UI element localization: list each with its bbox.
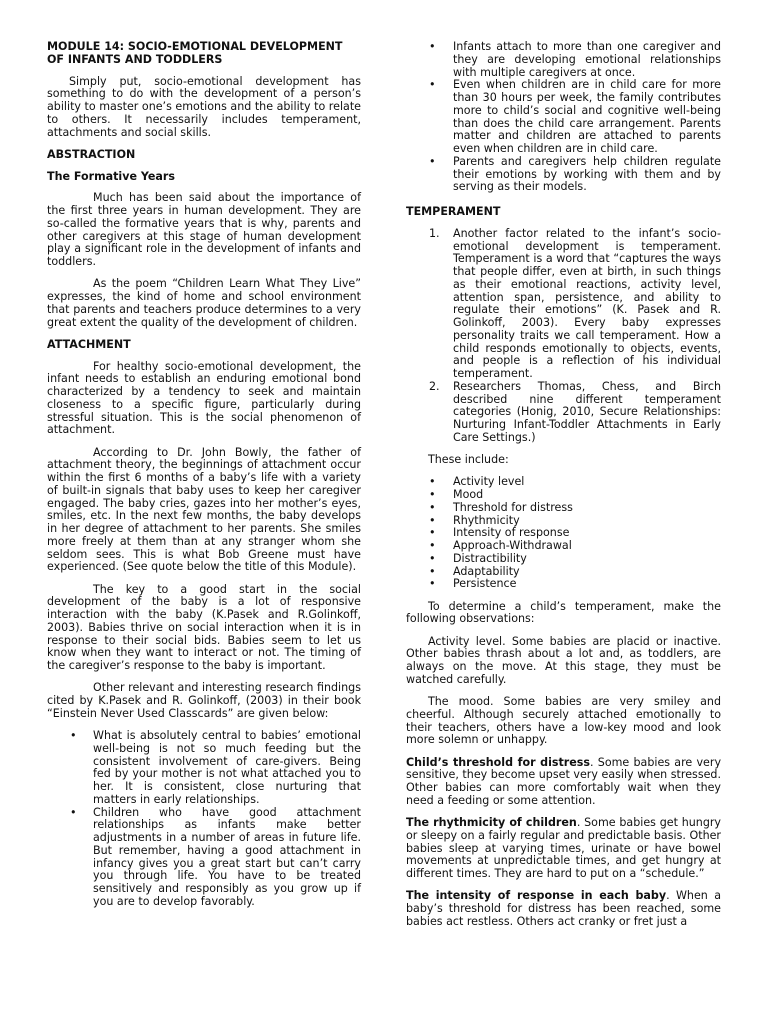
- attachment-heading: ATTACHMENT: [47, 337, 131, 351]
- intensity-lead: The intensity of response in each baby: [406, 889, 667, 903]
- module-title: MODULE 14: SOCIO-EMOTIONAL DEVELOPMENT OF INFANTS AND TODDLERS: [47, 40, 343, 66]
- numbered-text: Another factor related to the infant’s socio-emotional development is temperament. Temperament is a word that “captures the ways that people differ, even at birth, in such things as their emotional reactions, activity level, attention span, persistence, and ability to regulate their emotions” (K. Pasek and R. Golinkoff, 2003). Every baby expresses personality traits we call temperament. How a child responds emotionally to objects, events, and people is a reflection of his individual temperament.: [453, 226, 721, 380]
- list-item: [406, 156, 721, 194]
- finding-text: Infants attach to more than one caregiver and they are developing emotional relationships with multiple caregivers at once.: [453, 40, 721, 79]
- trait-text: Intensity of response: [453, 526, 570, 540]
- finding-text: What is absolutely central to babies’ emotional well-being is not so much feeding but the consistent involvement of care-givers. Being fed by your mother is not what attached you to her. It is consistent, close nurturing that matters in early relationships.: [93, 729, 361, 806]
- threshold-text: . Some babies are very sensitive, they become upset very easily when stressed. Other babies can more comfortably wait when they need a feeding or some attention.: [406, 755, 722, 807]
- bullet-icon: •: [429, 539, 436, 552]
- finding-text: Parents and caregivers help children regulate their emotions by working with them and by serving as their models.: [453, 154, 721, 194]
- trait-text: Rhythmicity: [453, 513, 520, 527]
- rhythmicity-text: . Some babies get hungry or sleepy on a fairly regular and predictable basis. Other babies sleep at varying times, urinate or have bowel movements at unpredictable times, and get hungry at different times. They are hard to put on a “schedule.”: [406, 816, 721, 880]
- intensity-text: . When a baby’s threshold for distress has been reached, some babies act restless. Others act cranky or fret just a: [406, 889, 721, 928]
- temperament-traits-list: [406, 476, 721, 591]
- bullet-icon: •: [429, 78, 436, 92]
- finding-text: Even when children are in child care for more than 30 hours per week, the family contributes more to child’s social and cognitive well-being than does the child care arrangement. Parents matter and children are attached to parents even when children are in child care.: [453, 78, 721, 155]
- bullet-icon: •: [429, 154, 436, 168]
- formative-years-subheading: The Formative Years: [47, 169, 175, 183]
- list-item: [406, 228, 721, 381]
- list-item: [406, 381, 721, 445]
- bullet-icon: •: [429, 500, 436, 514]
- trait-text: Threshold for distress: [453, 500, 573, 514]
- intensity-paragraph: [406, 890, 721, 928]
- attachment-paragraph: Other relevant and interesting research findings cited by K.Pasek and R. Golinkoff, (2003) in their book “Einstein Never Used Classcards” are given below:: [47, 681, 361, 720]
- threshold-lead: Child’s threshold for distress: [406, 755, 590, 769]
- list-number: 1.: [429, 226, 440, 240]
- trait-text: Mood: [453, 488, 484, 501]
- abstraction-heading: ABSTRACTION: [47, 147, 136, 161]
- bullet-icon: •: [70, 729, 77, 742]
- rhythmicity-paragraph: [406, 817, 721, 881]
- bullet-icon: •: [429, 577, 436, 591]
- attachment-paragraph: According to Dr. John Bowly, the father of attachment theory, the beginnings of attachment occur within the first 6 months of a baby’s life with a variety of built-in signals that baby uses to keep her caregiver engaged. The baby cries, gazes into her mother’s eyes, smiles, etc. In the next few months, the baby develops in her degree of attachment to her parents. She smiles more freely at them than at any stranger whom she seldom sees. This is what Bob Greene must have experienced. (See quote below the title of this Module).: [47, 445, 361, 574]
- list-item: [406, 41, 721, 79]
- threshold-paragraph: [406, 757, 721, 808]
- activity-level-paragraph: Activity level. Some babies are placid or inactive. Other babies thrash about a lot and, as toddlers, are always on the move. At this stage, they must be watched carefully.: [406, 634, 721, 686]
- bullet-icon: •: [429, 526, 436, 540]
- bullet-icon: •: [429, 564, 436, 578]
- these-include-label: These include:: [428, 453, 509, 466]
- findings-list: [47, 730, 361, 909]
- trait-text: Adaptability: [453, 564, 520, 578]
- list-item: [47, 730, 361, 807]
- intro-paragraph: Simply put, socio-emotional development has something to do with the development of a person’s ability to master one’s emotions and the ability to relate to others. It necessarily includes temperament, attachments and social skills.: [47, 74, 361, 139]
- trait-text: Distractibility: [453, 551, 527, 565]
- attachment-paragraph: For healthy socio-emotional development, the infant needs to establish an enduring emotional bond characterized by a tendency to seek and maintain closeness to a specific figure, particularly during stressful situation. This is the social phenomenon of attachment.: [47, 359, 361, 437]
- trait-text: Activity level: [453, 475, 525, 489]
- mood-paragraph: The mood. Some babies are very smiley and cheerful. Although securely attached emotionally to their teachers, others have a low-key mood and look more solemn or unhappy.: [406, 695, 721, 747]
- trait-text: Persistence: [453, 577, 517, 591]
- numbered-text: Researchers Thomas, Chess, and Birch described nine different temperament categories (Honig, 2010, Secure Relationships: Nurturing Infant-Toddler Attachments in Early Care Settings.): [453, 379, 721, 444]
- temperament-numbered-list: [406, 228, 721, 445]
- bullet-icon: •: [429, 475, 436, 489]
- left-column: [47, 41, 361, 918]
- rhythmicity-lead: The rhythmicity of children: [406, 816, 577, 829]
- bullet-icon: •: [429, 551, 436, 565]
- observe-intro: To determine a child’s temperament, make the following observations:: [406, 599, 721, 626]
- abstraction-paragraph: As the poem “Children Learn What They Live” expresses, the kind of home and school environment that parents and teachers produce determines to a very great extent the quality of the development of children.: [47, 277, 361, 329]
- finding-text: Children who have good attachment relationships as infants make better adjustments in a number of areas in future life. But remember, having a good attachment in infancy gives you a great start but can’t carry you through life. You have to be treated sensitively and responsibly as you grow up if you are to develop favorably.: [93, 805, 361, 908]
- bullet-icon: •: [70, 805, 77, 819]
- findings-list-continued: [406, 41, 721, 194]
- list-number: 2.: [429, 379, 440, 393]
- bullet-icon: •: [429, 513, 436, 527]
- bullet-icon: •: [429, 488, 436, 501]
- bullet-icon: •: [429, 40, 436, 53]
- list-item: [47, 807, 361, 909]
- trait-text: Approach-Withdrawal: [453, 539, 572, 552]
- list-item: [406, 79, 721, 156]
- temperament-heading: TEMPERAMENT: [406, 205, 501, 218]
- abstraction-paragraph: Much has been said about the importance of the first three years in human development. They are so-called the formative years that is why, parents and other caregivers at this stage of human development play a significant role in the development of infants and toddlers.: [47, 191, 361, 268]
- attachment-paragraph: The key to a good start in the social development of the baby is a lot of responsive interaction with the baby (K.Pasek and R.Golinkoff, 2003). Babies thrive on social interaction when it is in response to their social bids. Babies seem to let us know when they want to interact or not. The timing of the caregiver’s response to the baby is important.: [47, 582, 361, 672]
- right-column: [406, 41, 721, 938]
- list-item: [406, 578, 721, 591]
